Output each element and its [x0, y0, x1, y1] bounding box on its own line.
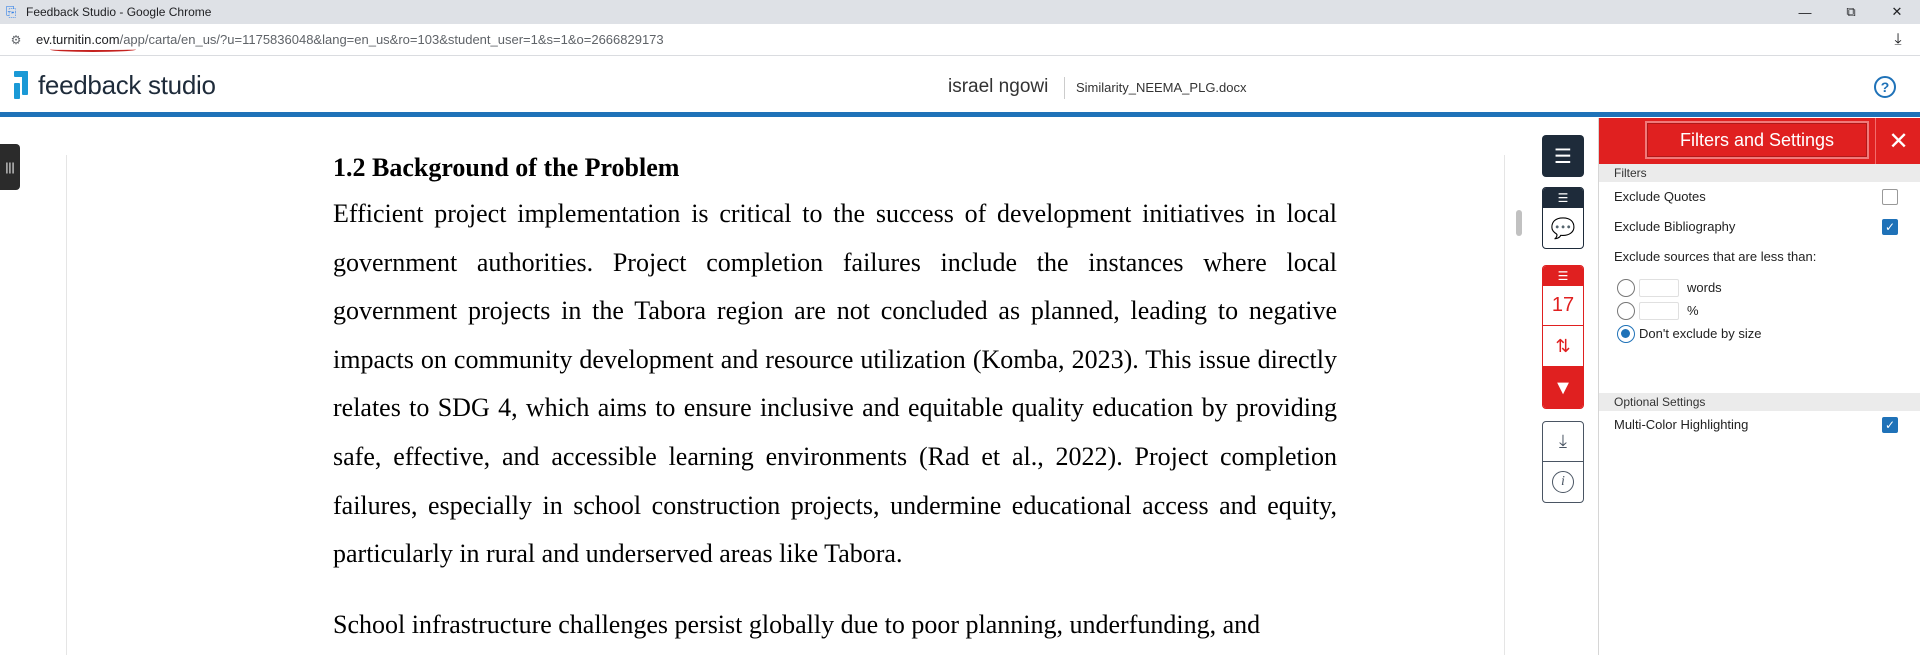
filters-settings-panel: [1598, 118, 1920, 655]
feedback-studio-app-icon: ⎘: [6, 4, 17, 19]
document-name: Similarity_NEEMA_PLG.docx: [1076, 80, 1247, 95]
utility-group: [1542, 421, 1584, 503]
multicolor-highlighting-checkbox[interactable]: ✓: [1882, 417, 1898, 433]
url-host: ev.turnitin.com: [36, 32, 120, 47]
close-panel-icon[interactable]: ✕: [1875, 118, 1920, 164]
layers-icon[interactable]: ☰: [1542, 135, 1584, 177]
url-path: /app/carta/en_us/?u=1175836048&lang=en_us&ro=103&student_user=1&s=1&o=2666829173: [119, 32, 664, 47]
download-icon[interactable]: ⤓: [1894, 31, 1902, 48]
section-heading: 1.2 Background of the Problem: [333, 153, 680, 182]
words-unit-label: words: [1687, 280, 1722, 295]
side-panel-toggle[interactable]: |||: [0, 144, 20, 190]
percent-threshold-input[interactable]: [1639, 302, 1679, 320]
match-overview-icon[interactable]: ⇅: [1555, 335, 1571, 356]
optional-settings-header: Optional Settings: [1599, 393, 1920, 411]
window-title: Feedback Studio - Google Chrome: [26, 5, 212, 19]
panel-header: [1599, 118, 1920, 164]
feedback-studio-logo: [12, 69, 216, 101]
restore-icon[interactable]: ⧉: [1846, 4, 1856, 19]
close-window-icon[interactable]: ✕: [1891, 4, 1903, 19]
exclude-by-words-radio[interactable]: [1617, 279, 1635, 297]
help-icon[interactable]: ?: [1874, 76, 1896, 98]
feedback-layer-icon[interactable]: ☰: [1543, 188, 1583, 208]
exclude-by-percent-radio[interactable]: [1617, 302, 1635, 320]
url-field[interactable]: [36, 32, 664, 47]
document-page: [333, 150, 1337, 649]
minimize-icon[interactable]: —: [1798, 4, 1812, 20]
info-icon: i: [1552, 471, 1574, 493]
browser-title-bar: [0, 0, 1920, 24]
student-name: israel ngowi: [948, 76, 1049, 97]
info-icon-button[interactable]: [1543, 462, 1583, 502]
page-edge-right: [1504, 155, 1505, 655]
exclude-sources-label: Exclude sources that are less than:: [1614, 249, 1817, 264]
document-scrollbar[interactable]: [1516, 210, 1522, 236]
filters-section-header: Filters: [1599, 164, 1920, 182]
filter-icon[interactable]: ▼: [1543, 366, 1583, 409]
multicolor-highlighting-label: Multi-Color Highlighting: [1614, 417, 1749, 432]
panel-title: Filters and Settings: [1645, 121, 1869, 159]
site-info-icon[interactable]: ⚙: [10, 32, 22, 47]
instructor-feedback-group: [1542, 187, 1584, 249]
spellcheck-underline: [50, 47, 136, 52]
match-count-button[interactable]: 17: [1543, 286, 1583, 326]
logo-text: feedback studio: [38, 69, 216, 100]
dont-exclude-label: Don't exclude by size: [1639, 326, 1762, 341]
turnitin-logo-icon: [12, 69, 34, 101]
similarity-group: [1542, 265, 1584, 409]
exclude-quotes-checkbox[interactable]: [1882, 189, 1898, 205]
comment-icon[interactable]: 💬: [1550, 217, 1576, 240]
exclude-bibliography-checkbox[interactable]: ✓: [1882, 219, 1898, 235]
document-paragraph: Efficient project implementation is critical to the success of development initiatives in local government authorities. Project completion failures include the instances where local government projects in the Tabora region are not concluded as planned, leading to negative impacts on community development and resource utilization (Komba, 2023). This issue directly relates to SDG 4, which aims to ensure inclusive and equitable quality education by providing safe, effective, and accessible learning environments (Rad et al., 2022). Project completion failures, especially in school construction projects, undermine educational access and equity, particularly in rural and underserved areas like Tabora.: [333, 199, 1337, 569]
percent-unit-label: %: [1687, 303, 1699, 318]
similarity-layer-icon[interactable]: ☰: [1543, 266, 1583, 286]
exclude-quotes-label: Exclude Quotes: [1614, 189, 1706, 204]
dont-exclude-radio[interactable]: [1617, 325, 1635, 343]
address-bar: [0, 24, 1920, 56]
download-doc-icon[interactable]: ⤓: [1543, 422, 1583, 462]
document-paragraph: School infrastructure challenges persist globally due to poor planning, underfunding, and: [333, 609, 1261, 639]
header-divider: [1064, 77, 1065, 99]
page-edge-left: [66, 155, 67, 655]
words-threshold-input[interactable]: [1639, 279, 1679, 297]
window-controls: [1782, 0, 1920, 24]
exclude-bibliography-label: Exclude Bibliography: [1614, 219, 1736, 234]
app-header: [0, 57, 1920, 117]
